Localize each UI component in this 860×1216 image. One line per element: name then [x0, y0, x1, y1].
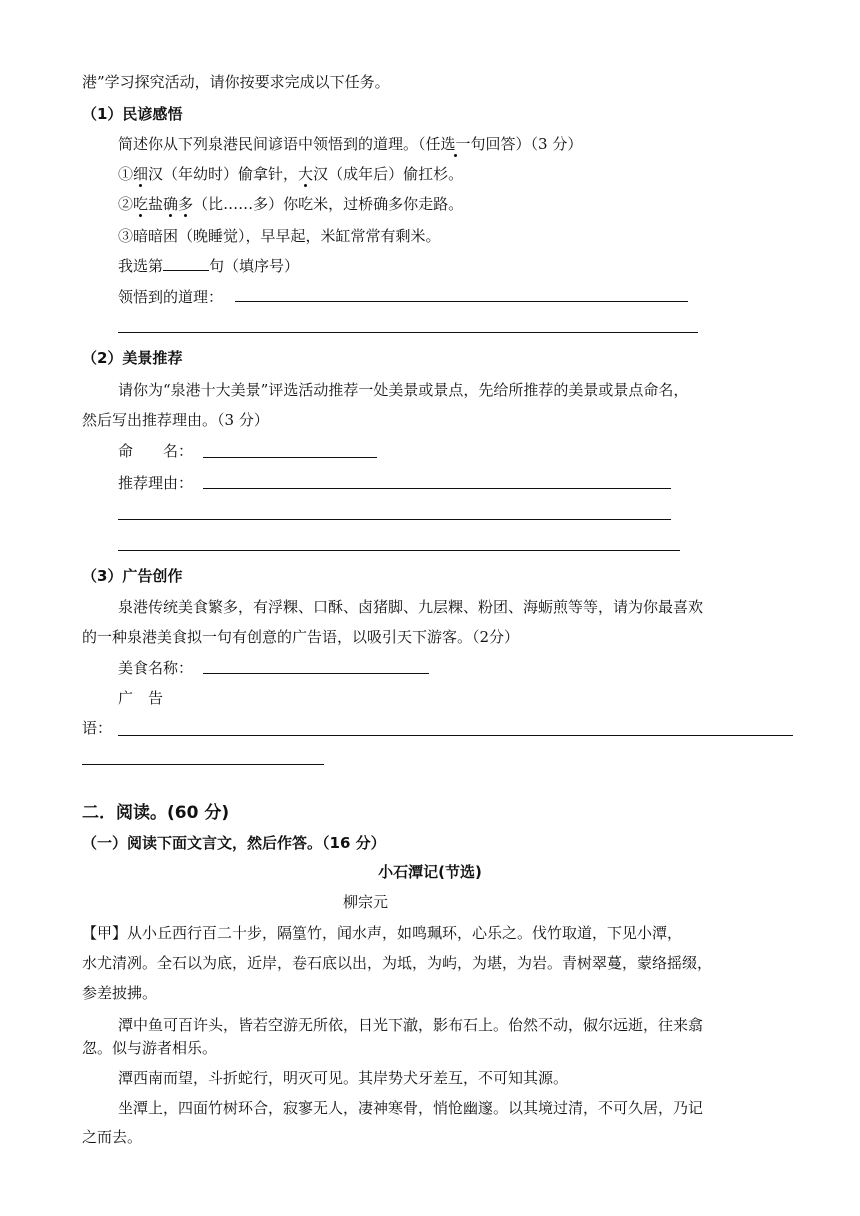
para1-line-1: 【甲】从小丘西行百二十步，隔篁竹，闻水声，如鸣珮环，心乐之。伐竹取道，下见小潭，	[82, 924, 683, 942]
task2-reason-answer-line-3[interactable]	[118, 550, 680, 551]
intro-tail: 港”学习探究活动，请你按要求完成以下任务。	[82, 73, 390, 91]
task1-title: （1）民谚感悟	[82, 105, 183, 123]
choose-line: 我选第 句（填序号）	[118, 257, 300, 275]
task3-title: （3）广告创作	[82, 567, 183, 585]
para3-line-1: 潭西南而望，斗折蛇行，明灭可见。其岸势犬牙差互，不可知其源。	[118, 1069, 569, 1087]
task2-title: （2）美景推荐	[82, 349, 183, 367]
task3-ad-label-2: 语：	[82, 719, 113, 737]
proverb-2: ②吃盐确多（比……多）你吃米，过桥确多你走路。	[118, 195, 464, 213]
task1-instruction: 简述你从下列泉港民间谚语中领悟到的道理。（任选一句回答）（3 分）	[118, 135, 583, 153]
dotted-emphasis: 任选一句	[425, 135, 486, 153]
para2-line-1: 潭中鱼可百许头，皆若空游无所依，日光下澈，影布石上。佁然不动，俶尔远逝，往来翕	[118, 1016, 704, 1034]
task3-food-answer-line[interactable]	[203, 673, 429, 674]
proverb-1: ①细汉（年幼时）偷拿针，大汉（成年后）偷扛杉。	[118, 165, 464, 183]
para4-line-2: 之而去。	[82, 1128, 143, 1146]
task2-name-answer-line[interactable]	[203, 457, 377, 458]
choice-blank[interactable]	[163, 256, 209, 271]
task3-ad-answer-line-1[interactable]	[118, 735, 793, 736]
task3-ad-answer-line-2[interactable]	[82, 764, 324, 765]
passage-title: 小石潭记(节选)	[378, 863, 482, 881]
task2-reason-label: 推荐理由：	[118, 474, 194, 492]
task2-instruction-line-2: 然后写出推荐理由。（3 分）	[82, 411, 269, 429]
task2-instruction-line-1: 请你为“泉港十大美景”评选活动推荐一处美景或景点，先给所推荐的美景或景点命名，	[118, 381, 689, 399]
task3-instruction-line-2: 的一种泉港美食拟一句有创意的广告语，以吸引天下游客。（2分）	[82, 628, 520, 646]
subsection-title: （一）阅读下面文言文，然后作答。（16 分）	[82, 834, 386, 852]
task2-reason-answer-line-1[interactable]	[203, 488, 671, 489]
task1-reason-answer-line-2[interactable]	[118, 332, 698, 333]
task1-reason-label: 领悟到的道理：	[118, 288, 224, 306]
task3-instruction-line-1: 泉港传统美食繁多，有浮粿、口酥、卤猪脚、九层粿、粉团、海蛎煎等等，请为你最喜欢	[118, 598, 704, 616]
para2-line-2: 忽。似与游者相乐。	[82, 1039, 218, 1057]
task3-food-label: 美食名称：	[118, 659, 194, 677]
para1-line-3: 参差披拂。	[82, 984, 158, 1002]
proverb-3: ③暗暗困（晚睡觉），早早起，米缸常常有剩米。	[118, 227, 441, 245]
task1-reason-answer-line-1[interactable]	[235, 301, 688, 302]
task3-ad-label-1: 广 告	[118, 689, 164, 707]
section2-title: 二．阅读。(60 分)	[82, 803, 230, 823]
para4-line-1: 坐潭上，四面竹树环合，寂寥无人，凄神寒骨，悄怆幽邃。以其境过清，不可久居，乃记	[118, 1099, 704, 1117]
task2-name-label: 命 名：	[118, 442, 194, 460]
para1-line-2: 水尤清冽。全石以为底，近岸，卷石底以出，为坻，为屿，为堪，为岩。青树翠蔓，蒙络摇缀，	[82, 954, 713, 972]
passage-author: 柳宗元	[343, 893, 389, 911]
task2-reason-answer-line-2[interactable]	[118, 519, 671, 520]
